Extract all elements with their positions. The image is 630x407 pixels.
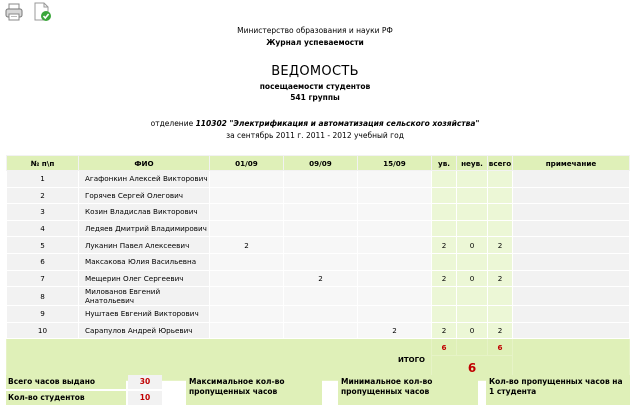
- total-unexcused: [457, 339, 488, 356]
- table-row: [7, 187, 630, 204]
- total-row: [7, 339, 630, 356]
- attendance-table: [6, 155, 630, 381]
- table-row: [7, 287, 630, 306]
- table-row: [7, 171, 630, 188]
- row-date-1: [210, 306, 284, 323]
- summary-max-missed-label: Максимальное кол-во пропущенных часов: [186, 375, 322, 405]
- document-check-icon[interactable]: [32, 2, 52, 22]
- row-student-name: Милованов Евгений Анатольевич: [79, 287, 210, 306]
- row-student-name: Козин Владислав Викторович: [79, 204, 210, 221]
- row-note: [513, 171, 630, 188]
- row-date-3: [358, 171, 432, 188]
- row-excused: [432, 171, 457, 188]
- row-date-2: [284, 306, 358, 323]
- row-excused: [432, 287, 457, 306]
- row-date-2: [284, 237, 358, 254]
- row-date-1: [210, 270, 284, 287]
- row-student-name: Максакова Юлия Васильевна: [79, 253, 210, 270]
- row-total: 2: [488, 322, 513, 339]
- row-number: 1: [7, 171, 79, 188]
- row-excused: [432, 253, 457, 270]
- row-student-name: Сарапулов Андрей Юрьевич: [79, 322, 210, 339]
- row-unexcused: [457, 306, 488, 323]
- toolbar: [4, 2, 52, 24]
- row-unexcused: [457, 287, 488, 306]
- total-all: 6: [488, 339, 513, 356]
- ministry-name: Министерство образования и науки РФ: [237, 26, 393, 35]
- row-date-3: [358, 287, 432, 306]
- report-header: [0, 24, 630, 140]
- row-excused: [432, 187, 457, 204]
- row-student-name: Горячев Сергей Олегович: [79, 187, 210, 204]
- table-row: [7, 204, 630, 221]
- page-title: ВЕДОМОСТЬ: [271, 64, 359, 79]
- row-number: 9: [7, 306, 79, 323]
- row-date-2: [284, 287, 358, 306]
- row-date-2: [284, 187, 358, 204]
- row-note: [513, 253, 630, 270]
- row-date-3: [358, 237, 432, 254]
- row-date-3: [358, 253, 432, 270]
- row-number: 7: [7, 270, 79, 287]
- table-row: [7, 322, 630, 339]
- row-total: 2: [488, 237, 513, 254]
- row-date-3: [358, 204, 432, 221]
- row-number: 8: [7, 287, 79, 306]
- row-date-3: [358, 270, 432, 287]
- summary-per-student-label: Кол-во пропущенных часов на 1 студента: [486, 375, 630, 405]
- row-date-1: [210, 187, 284, 204]
- row-date-3: [358, 306, 432, 323]
- col-header-fio: ФИО: [79, 156, 210, 171]
- row-note: [513, 204, 630, 221]
- row-date-3: [358, 220, 432, 237]
- row-date-1: [210, 322, 284, 339]
- col-header-unexcused: неув.: [457, 156, 488, 171]
- total-label: ИТОГО: [7, 339, 432, 381]
- row-excused: [432, 220, 457, 237]
- row-student-name: Мещерин Олег Сергеевич: [79, 270, 210, 287]
- summary-hours-label: Всего часов выдано: [6, 375, 126, 389]
- table-row: [7, 220, 630, 237]
- row-unexcused: [457, 171, 488, 188]
- row-excused: [432, 306, 457, 323]
- col-header-date-2: 09/09: [284, 156, 358, 171]
- row-student-name: Нуштаев Евгений Викторович: [79, 306, 210, 323]
- row-date-1: 2: [210, 237, 284, 254]
- row-date-2: [284, 171, 358, 188]
- col-header-excused: ув.: [432, 156, 457, 171]
- row-note: [513, 287, 630, 306]
- row-number: 10: [7, 322, 79, 339]
- row-unexcused: [457, 187, 488, 204]
- table-header-row: [7, 156, 630, 171]
- col-header-date-1: 01/09: [210, 156, 284, 171]
- row-date-1: [210, 204, 284, 221]
- row-date-2: [284, 220, 358, 237]
- page-subtitle: посещаемости студентов: [259, 82, 371, 91]
- row-excused: 2: [432, 322, 457, 339]
- row-student-name: Луканин Павел Алексеевич: [79, 237, 210, 254]
- period-line: за сентябрь 2011 г. 2011 - 2012 учебный год: [226, 131, 404, 140]
- row-number: 5: [7, 237, 79, 254]
- row-date-3: 2: [358, 322, 432, 339]
- table-row: [7, 306, 630, 323]
- row-note: [513, 306, 630, 323]
- table-row: [7, 253, 630, 270]
- row-total: [488, 187, 513, 204]
- grand-total-value: 6: [432, 355, 513, 380]
- row-excused: 2: [432, 270, 457, 287]
- row-date-1: [210, 171, 284, 188]
- total-excused: 6: [432, 339, 457, 356]
- row-date-1: [210, 287, 284, 306]
- row-unexcused: 0: [457, 237, 488, 254]
- table-row: [7, 237, 630, 254]
- row-number: 2: [7, 187, 79, 204]
- row-unexcused: [457, 220, 488, 237]
- group-label: 541 группы: [290, 93, 340, 102]
- row-date-1: [210, 253, 284, 270]
- row-total: [488, 171, 513, 188]
- col-header-num: № п\п: [7, 156, 79, 171]
- row-unexcused: 0: [457, 270, 488, 287]
- row-total: [488, 306, 513, 323]
- summary-students-label: Кол-во студентов: [6, 391, 126, 405]
- summary-min-missed-label: Минимальное кол-во пропущенных часов: [338, 375, 478, 405]
- row-date-1: [210, 220, 284, 237]
- col-header-date-3: 15/09: [358, 156, 432, 171]
- summary-students-value: 10: [128, 391, 162, 405]
- row-excused: [432, 204, 457, 221]
- row-note: [513, 187, 630, 204]
- row-total: [488, 253, 513, 270]
- printer-icon[interactable]: [4, 2, 24, 22]
- row-date-2: [284, 253, 358, 270]
- row-number: 3: [7, 204, 79, 221]
- department-prefix: отделение: [150, 119, 194, 128]
- row-date-2: 2: [284, 270, 358, 287]
- row-total: 2: [488, 270, 513, 287]
- row-unexcused: [457, 204, 488, 221]
- row-student-name: Агафонкин Алексей Викторович: [79, 171, 210, 188]
- row-number: 6: [7, 253, 79, 270]
- col-header-total: всего: [488, 156, 513, 171]
- row-unexcused: [457, 253, 488, 270]
- row-note: [513, 322, 630, 339]
- row-student-name: Ледяев Дмитрий Владимирович: [79, 220, 210, 237]
- row-unexcused: 0: [457, 322, 488, 339]
- row-total: [488, 287, 513, 306]
- table-row: [7, 270, 630, 287]
- row-total: [488, 204, 513, 221]
- department-line: [0, 119, 630, 128]
- summary-hours-value: 30: [128, 375, 162, 389]
- row-date-3: [358, 187, 432, 204]
- row-total: [488, 220, 513, 237]
- department-name: 110302 "Электрификация и автоматизация сельского хозяйства": [195, 119, 480, 128]
- row-number: 4: [7, 220, 79, 237]
- row-date-2: [284, 204, 358, 221]
- journal-title: Журнал успеваемости: [266, 38, 364, 47]
- row-date-2: [284, 322, 358, 339]
- row-note: [513, 220, 630, 237]
- row-note: [513, 270, 630, 287]
- row-note: [513, 237, 630, 254]
- row-excused: 2: [432, 237, 457, 254]
- col-header-note: примечание: [513, 156, 630, 171]
